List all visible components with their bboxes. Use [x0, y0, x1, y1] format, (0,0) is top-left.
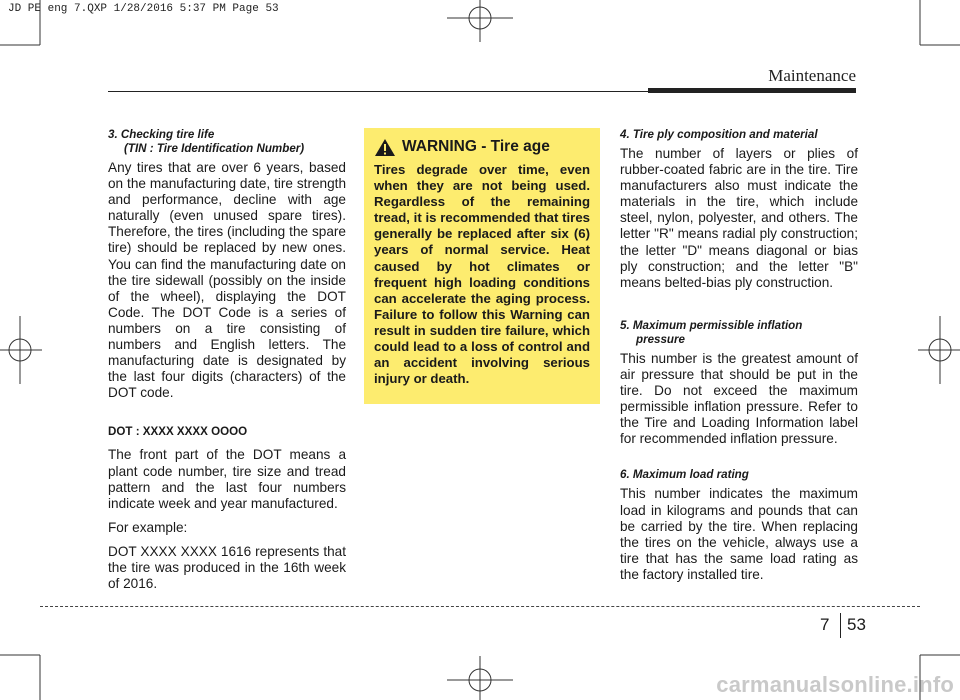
slug-line: JD PE eng 7.QXP 1/28/2016 5:37 PM Page 53: [8, 3, 279, 15]
page-number: 53: [847, 615, 866, 634]
paragraph-ply-composition: The number of layers or plies of rubber-coated fabric are in the tire. Tire manufacturers also must indicate the materials in the tire, which include steel, nylon, polyester, and others. The letter "R" means radial ply construction; the letter "D" means diagonal or bias ply construction; and the letter "B" means belted-bias ply construction.: [620, 146, 858, 290]
warning-title: WARNING - Tire age: [402, 138, 550, 155]
subheading-checking-tire-life: [108, 128, 346, 156]
registration-mark-icon: [0, 316, 42, 384]
header-rule: [108, 91, 648, 92]
warning-box: [364, 128, 600, 404]
registration-mark-icon: [447, 0, 513, 42]
header-rule-thick: [648, 88, 856, 93]
column-left: [108, 128, 346, 592]
paragraph-max-load: This number indicates the maximum load in kilograms and pounds that can be carried by the tire. When replacing the tires on the vehicle, always use a tire that has the same load rating as the factory installed tire.: [620, 486, 858, 582]
subheading-line-1: 5. Maximum permissible inflation: [620, 318, 803, 332]
registration-mark-icon: [918, 316, 960, 384]
section-title: Maintenance: [768, 66, 856, 85]
column-right: [620, 128, 858, 583]
subheading-line-2: (TIN : Tire Identification Number): [124, 142, 305, 155]
subheading-max-load: 6. Maximum load rating: [620, 468, 749, 482]
paragraph-dot-example: DOT XXXX XXXX 1616 represents that the tire was produced in the 16th week of 2016.: [108, 543, 346, 592]
warning-body: Tires degrade over time, even when they are not being used. Regardless of the remaining tread, it is recommended that tires generally be replaced after six (6) years of normal service. Heat caused by hot climates or frequent high loading conditions can accelerate the aging process. Failure to follow this Warning can result in sudden tire failure, which could lead to a loss of control and an accident involving serious injury or death.: [374, 162, 590, 387]
dot-code: DOT : XXXX XXXX OOOO: [108, 425, 248, 439]
paragraph-for-example: For example:: [108, 519, 188, 535]
paragraph-max-inflation: This number is the greatest amount of air pressure that should be put in the tire. Do not exceed the maximum permissible inflation pressure. Refer to the Tire and Loading Information label for recommended inflation pressure.: [620, 350, 858, 447]
warning-triangle-icon: [374, 138, 396, 157]
subheading-line-1: 3. Checking tire life: [108, 128, 215, 141]
subheading-max-inflation: [620, 319, 858, 347]
watermark: carmanualsonline.info: [716, 672, 954, 697]
chapter-number: 7: [820, 615, 830, 634]
registration-mark-icon: [447, 656, 513, 700]
paragraph-tire-age: Any tires that are over 6 years, based on the manufacturing date, tire strength and performance, decline with age naturally (even unused spare tires). Therefore, the tires (including the spare tire) should be replaced by new ones. You can find the manufacturing date on the tire sidewall (possibly on the inside of the wheel), displaying the DOT Code. The DOT Code is a series of numbers on a tire consisting of numbers and English letters. The manufacturing date is designated by the last four digits (characters) of the DOT code.: [108, 160, 346, 401]
footer-rule: [40, 606, 920, 607]
warning-header: [374, 136, 590, 158]
paragraph-dot-meaning: The front part of the DOT means a plant code number, tire size and tread pattern and the last four numbers indicate week and year manufactured.: [108, 447, 346, 511]
subheading-line-2: pressure: [636, 332, 685, 346]
subheading-ply-composition: 4. Tire ply composition and material: [620, 128, 818, 141]
page-number-divider: [840, 613, 841, 638]
